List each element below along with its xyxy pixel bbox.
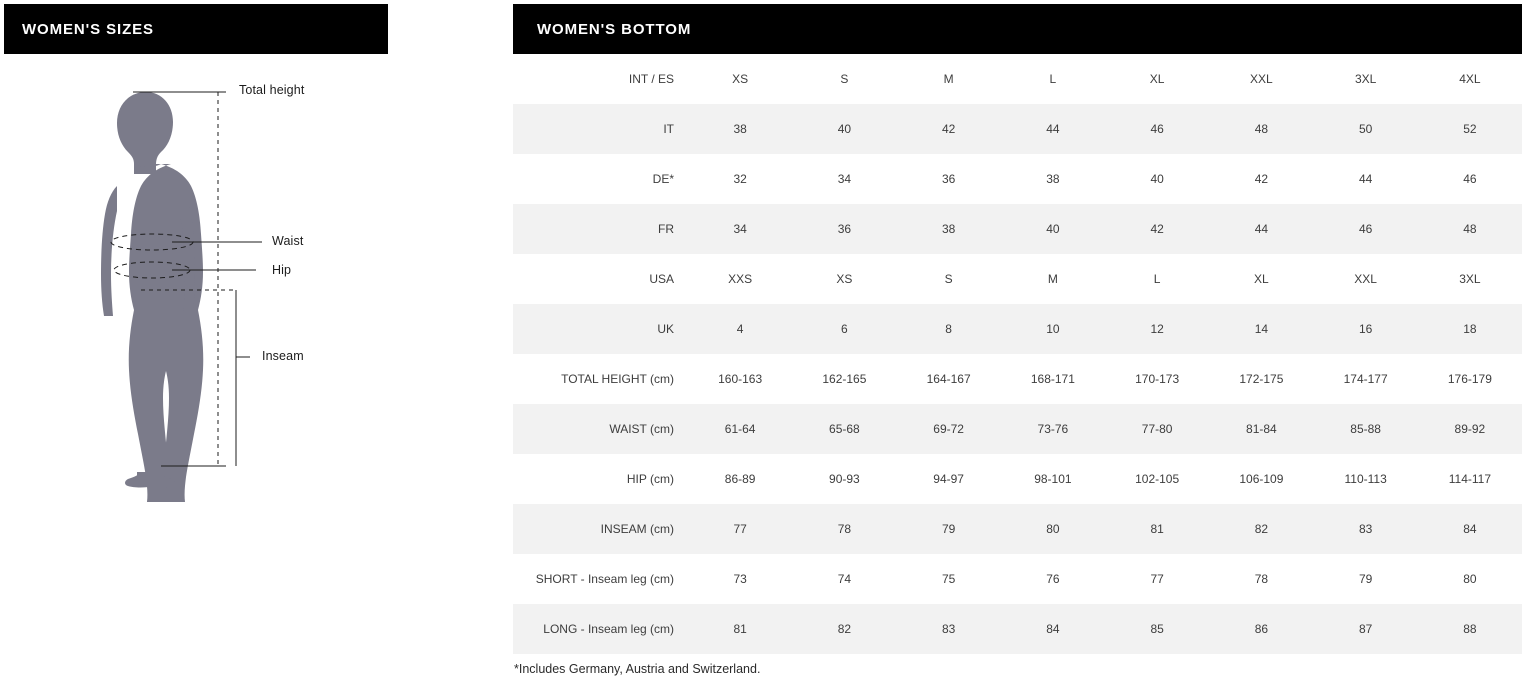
table-cell: 82: [792, 604, 896, 654]
table-cell: 86-89: [688, 454, 792, 504]
table-cell: 34: [688, 204, 792, 254]
table-cell: XL: [1209, 254, 1313, 304]
table-cell: 176-179: [1418, 354, 1522, 404]
measurement-figure: [4, 83, 388, 510]
table-row: [513, 454, 1522, 504]
table-cell: 8: [897, 304, 1001, 354]
table-cell: 77-80: [1105, 404, 1209, 454]
table-cell: 114-117: [1418, 454, 1522, 504]
table-cell: 46: [1105, 104, 1209, 154]
row-label: DE*: [513, 154, 688, 204]
table-row: [513, 204, 1522, 254]
table-cell: 81-84: [1209, 404, 1313, 454]
table-cell: 73: [688, 554, 792, 604]
table-cell: XXL: [1314, 254, 1418, 304]
table-cell: 168-171: [1001, 354, 1105, 404]
table-cell: 78: [792, 504, 896, 554]
table-cell: 83: [897, 604, 1001, 654]
row-label: UK: [513, 304, 688, 354]
table-cell: 86: [1209, 604, 1313, 654]
table-cell: 110-113: [1314, 454, 1418, 504]
table-header-row: [513, 54, 1522, 104]
womens-sizes-panel: [4, 4, 388, 510]
row-label: HIP (cm): [513, 454, 688, 504]
table-cell: 85-88: [1314, 404, 1418, 454]
table-row: [513, 554, 1522, 604]
table-cell: 40: [792, 104, 896, 154]
table-cell: 170-173: [1105, 354, 1209, 404]
table-cell: 174-177: [1314, 354, 1418, 404]
table-cell: 98-101: [1001, 454, 1105, 504]
column-header: XL: [1105, 54, 1209, 104]
table-cell: 38: [1001, 154, 1105, 204]
table-cell: 77: [688, 504, 792, 554]
womens-sizes-title: WOMEN'S SIZES: [22, 20, 154, 38]
womens-bottom-panel: [513, 4, 1522, 676]
table-cell: 78: [1209, 554, 1313, 604]
table-cell: 164-167: [897, 354, 1001, 404]
table-cell: 80: [1418, 554, 1522, 604]
table-cell: 87: [1314, 604, 1418, 654]
column-header-label: INT / ES: [513, 54, 688, 104]
column-header: L: [1001, 54, 1105, 104]
table-cell: 81: [688, 604, 792, 654]
table-cell: 42: [1209, 154, 1313, 204]
table-cell: 52: [1418, 104, 1522, 154]
column-header: XXL: [1209, 54, 1313, 104]
table-footnote: *Includes Germany, Austria and Switzerland.: [514, 662, 761, 676]
table-cell: 76: [1001, 554, 1105, 604]
table-cell: 4: [688, 304, 792, 354]
table-cell: 106-109: [1209, 454, 1313, 504]
table-cell: L: [1105, 254, 1209, 304]
table-row: [513, 154, 1522, 204]
table-cell: 80: [1001, 504, 1105, 554]
table-cell: S: [897, 254, 1001, 304]
womens-bottom-title: WOMEN'S BOTTOM: [537, 20, 692, 38]
table-cell: 10: [1001, 304, 1105, 354]
column-header: 4XL: [1418, 54, 1522, 104]
column-header: M: [897, 54, 1001, 104]
table-cell: 65-68: [792, 404, 896, 454]
row-label: FR: [513, 204, 688, 254]
table-cell: 44: [1314, 154, 1418, 204]
table-cell: 81: [1105, 504, 1209, 554]
table-cell: 42: [897, 104, 1001, 154]
table-cell: 40: [1105, 154, 1209, 204]
table-cell: 89-92: [1418, 404, 1522, 454]
column-header: 3XL: [1314, 54, 1418, 104]
label-waist: Waist: [272, 234, 304, 248]
table-cell: 84: [1418, 504, 1522, 554]
table-cell: 172-175: [1209, 354, 1313, 404]
table-cell: 79: [897, 504, 1001, 554]
table-cell: 44: [1001, 104, 1105, 154]
table-cell: XXS: [688, 254, 792, 304]
table-cell: 42: [1105, 204, 1209, 254]
table-cell: 18: [1418, 304, 1522, 354]
table-cell: 94-97: [897, 454, 1001, 504]
table-cell: 90-93: [792, 454, 896, 504]
column-header: XS: [688, 54, 792, 104]
table-cell: 46: [1314, 204, 1418, 254]
table-cell: 84: [1001, 604, 1105, 654]
row-label: TOTAL HEIGHT (cm): [513, 354, 688, 404]
womens-bottom-header: [513, 4, 1522, 54]
table-row: [513, 354, 1522, 404]
table-cell: 3XL: [1418, 254, 1522, 304]
table-cell: XS: [792, 254, 896, 304]
table-cell: 6: [792, 304, 896, 354]
table-cell: 50: [1314, 104, 1418, 154]
table-cell: 79: [1314, 554, 1418, 604]
female-silhouette-icon: [4, 90, 388, 510]
table-cell: 73-76: [1001, 404, 1105, 454]
table-cell: 16: [1314, 304, 1418, 354]
table-row: [513, 304, 1522, 354]
table-cell: 46: [1418, 154, 1522, 204]
table-cell: 32: [688, 154, 792, 204]
table-cell: 75: [897, 554, 1001, 604]
table-cell: 85: [1105, 604, 1209, 654]
table-cell: 12: [1105, 304, 1209, 354]
table-cell: 38: [688, 104, 792, 154]
table-cell: 160-163: [688, 354, 792, 404]
row-label: LONG - Inseam leg (cm): [513, 604, 688, 654]
table-cell: 14: [1209, 304, 1313, 354]
table-cell: 48: [1418, 204, 1522, 254]
table-cell: 83: [1314, 504, 1418, 554]
table-row: [513, 104, 1522, 154]
table-cell: 77: [1105, 554, 1209, 604]
table-cell: 44: [1209, 204, 1313, 254]
column-header: S: [792, 54, 896, 104]
label-inseam: Inseam: [262, 349, 304, 363]
table-cell: 61-64: [688, 404, 792, 454]
table-cell: 74: [792, 554, 896, 604]
table-row: [513, 604, 1522, 654]
table-cell: 38: [897, 204, 1001, 254]
table-cell: 162-165: [792, 354, 896, 404]
table-cell: 40: [1001, 204, 1105, 254]
womens-sizes-header: [4, 4, 388, 54]
table-cell: 102-105: [1105, 454, 1209, 504]
row-label: WAIST (cm): [513, 404, 688, 454]
table-row: [513, 504, 1522, 554]
table-cell: M: [1001, 254, 1105, 304]
table-cell: 82: [1209, 504, 1313, 554]
label-hip: Hip: [272, 263, 292, 277]
table-cell: 48: [1209, 104, 1313, 154]
row-label: IT: [513, 104, 688, 154]
row-label: SHORT - Inseam leg (cm): [513, 554, 688, 604]
table-cell: 36: [897, 154, 1001, 204]
table-cell: 36: [792, 204, 896, 254]
label-total-height: Total height: [239, 83, 305, 97]
row-label: INSEAM (cm): [513, 504, 688, 554]
table-cell: 88: [1418, 604, 1522, 654]
table-row: [513, 254, 1522, 304]
table-cell: 34: [792, 154, 896, 204]
size-table: [513, 54, 1522, 654]
table-row: [513, 404, 1522, 454]
table-cell: 69-72: [897, 404, 1001, 454]
row-label: USA: [513, 254, 688, 304]
